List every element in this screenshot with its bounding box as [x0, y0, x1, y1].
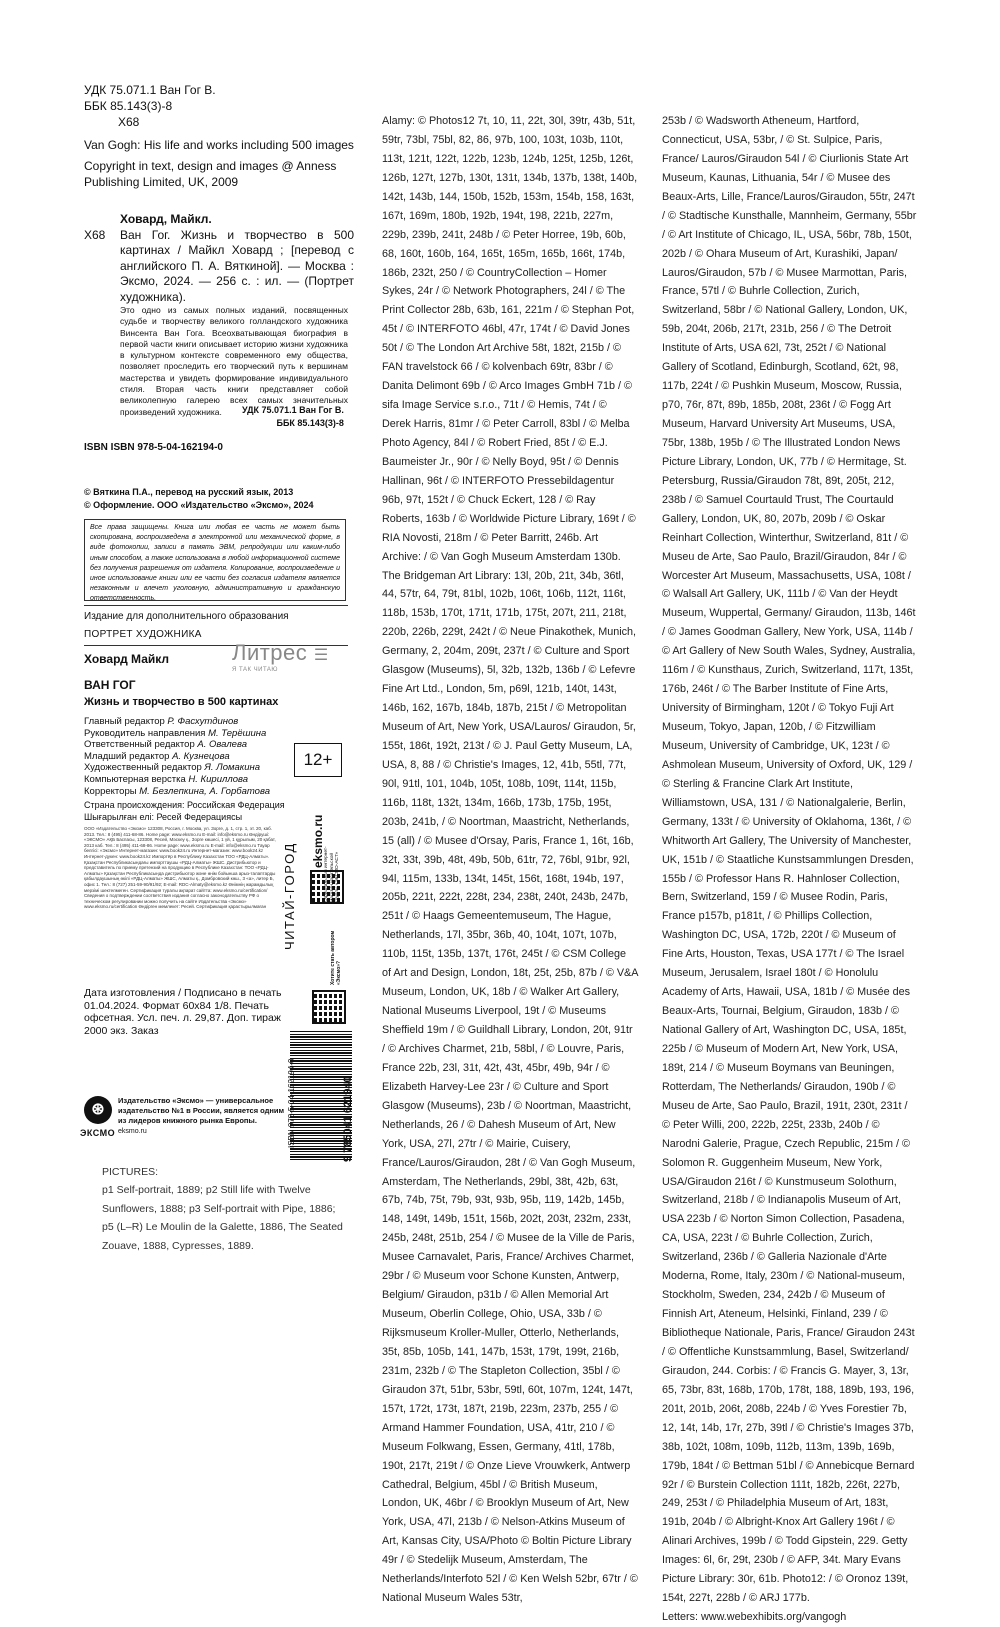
staff-role: Главный редактор [84, 716, 168, 727]
record-code: Х68 [84, 228, 106, 242]
eksmo-brand: ЭКСМО [80, 1128, 116, 1138]
english-copyright: Copyright in text, design and images @ Anness Publishing Limited, UK, 2009 [84, 158, 337, 189]
origin-block [84, 799, 285, 823]
udk-block [84, 82, 324, 130]
credits-column-middle: Alamy: © Photos12 7t, 10, 11, 22t, 30l, 39tr, 43b, 51t, 59tr, 73bl, 75bl, 82, 86, 97b, 100, 103t, 103b, 110t, 113t, 121t, 122t, 122b, 123b, 124b, 125t, 125b, 126t, 126b, 127t, 127b, 130t, 131t, 134b, 137b, 138t, 140b, 142t, 143b, 144, 150b, 152b, 153m, 154b, 158, 163t, 167t, 169m, 180b, 192b, 194t, 198, 221b, 227m, 229b, 239b, 241t, 248b / © Peter Horree, 19b, 60b, 68, 160t, 160b, 164, 165t, 165m, 165b, 166t, 174b, 186b, 232t, 250 / © CountryCollection – Homer Sykes, 24r / © Network Photographers, 24l / © The Print Collector 28b, 63b, 161, 221m / © Stephan Pot, 45t / © INTERFOTO 46bl, 47r, 174t / © David Jones 50t / © The London Art Archive 58t, 182t, 215b / © FAN travelstock 66 / © kolvenbach 69tr, 83br / © Danita Delimont 69b / © Arco Images GmbH 71b / © sifa Image Service s.r.o., 71t / © Hemis, 74t / © Derek Harris, 81mr / © Peter Carroll, 83bl / © Melba Photo Agency, 84l / © Robert Fried, 85t / © E.J. Baumeister Jr., 90r / © Nelly Boyd, 95t / © Dennis Hallinan, 96t / © INTERFOTO Pressebildagentur 96b, 97t, 152t / © Chuck Eckert, 128 / © Ray Roberts, 163b / © Worldwide Picture Library, 169t / © RIA Novosti, 218m / © Peter Barritt, 246b. Art Archive: / © Van Gogh Museum Amsterdam 130b. The Bridgeman Art Library: 13l, 20b, 21t, 34b, 36tl, 44, 57tr, 64, 79t, 81bl, 102b, 106t, 106b, 112t, 116t, 118b, 153b, 170t, 171t, 171b, 175t, 207t, 211, 218t, 220b, 226b, 229t, 242t / © Neue Pinakothek, Munich, Germany, 2, 204m, 209t, 237t / © Culture and Sport Glasgow (Museums), 5l, 32b, 132b, 136b / © Lefevre Fine Art Ltd., London, 5m, p69l, 121b, 140t, 143t, 146b, 162, 167b, 184b, 187b, 215t / © Metropolitan Museum of Art, New York, USA/Lauros/ Giraudon, 5r, 155t, 186t, 192t, 213t / © J. Paul Getty Museum, LA, USA, 8, 88 / © Christie's Images, 12, 41b, 55tl, 77t, 90l, 91tl, 101, 104b, 105t, 108b, 109t, 114t, 115b, 116b, 118t, 132t, 134m, 166b, 173b, 175b, 195t, 203b, 241b, / © Noortman, Maastricht, Netherlands, 15 (all) / © Musee d'Orsay, Paris, France 1, 16t, 16b, 32t, 33t, 39b, 48t, 49b, 50b, 61tr, 72, 76bl, 91br, 92l, 94l, 115m, 133b, 134t, 145t, 156t, 168t, 194b, 197, 205b, 221t, 222t, 228t, 234, 238t, 240t, 243b, 247b, 251t / © Haags Gemeentemuseum, The Hague, Netherlands, 17l, 35br, 36b, 40, 104t, 107t, 107b, 110b, 115t, 135b, 137t, 176t, 245t / © CSM College of Art and Design, London, 18t, 25t, 25b, 87b / © V&A Museum, London, UK, 18b / © Walker Art Gallery, National Museums Liverpool, 19t / © Museums Sheffield 19m / © Guildhall Library, London, 20t, 91tr / © Archives Charmet, 21b, 58bl, / © Louvre, Paris, France 22b, 23l, 31t, 42t, 43t, 45br, 49b, 94r / © Elizabeth Harvey-Lee 23r / © Culture and Sport Glasgow (Museums), 23b / © Noortman, Maastricht, Netherlands, 26 / © Dahesh Museum of Art, New York, USA, 27l, 27tr / © Mairie, Cuisery, France/Lauros/Giraudon, 28t / © Van Gogh Museum, Amsterdam, The Netherlands, 29bl, 38t, 42b, 63t, 67b, 74b, 75t, 79b, 93t, 93b, 95b, 119, 142b, 145b, 148, 149t, 149b, 151t, 156b, 202t, 203t, 232m, 233t, 245b, 248t, 251b, 254 / © Musee de la Ville de Paris, Musee Carnavalet, Paris, France/ Archives Charmet, 29br / © Museum voor Schone Kunsten, Antwerp, Belgium/ Giraudon, p31b / © Allen Memorial Art Museum, Oberlin College, Ohio, USA, 33b / © Rijksmuseum Kroller-Muller, Otterlo, Netherlands, 35t, 85b, 105b, 141, 147b, 153t, 179t, 199t, 216b, 231m, 232b / © The Stapleton Collection, 35bl / © Giraudon 37t, 51br, 53br, 59tl, 60t, 107m, 124t, 147t, 157t, 172t, 173t, 187t, 219b, 223m, 237b, 255 / © Armand Hammer Foundation, USA, 41tr, 210 / © Museum Folkwang, Essen, Germany, 41tl, 178b, 190t, 217t, 219t / © Onze Lieve Vrouwkerk, Antwerp Cathedral, Belgium, 45bl / © British Museum, London, UK, 46br / © Brooklyn Museum of Art, New York, USA, 47l, 213b / © Nelson-Atkins Museum of Art, Kansas City, USA/Photo © Boltin Picture Library 49r / © Stedelijk Museum, Amsterdam, The Netherlands/Interfoto 52l / © Ken Welsh 52br, 67tr / © National Museum Wales 53tr, [382, 115, 638, 1605]
copyright-block [84, 486, 314, 512]
bbk-code: ББК 85.143(3)-8 [84, 99, 173, 113]
eksmo-site: eksmo.ru [118, 1128, 147, 1135]
litres-logo-text: Литрес [232, 640, 308, 665]
staff-row [84, 762, 324, 774]
staff-row [84, 786, 324, 798]
staff-role: Младший редактор [84, 750, 173, 762]
eksmo-slogan: Издательство «Эксмо» — универсальное издательство №1 в России, является одним из лидеров книжного рынка Европы. [118, 1096, 285, 1125]
staff-row [84, 751, 324, 763]
eksmo-logo-icon: ⊛ [84, 1096, 112, 1124]
record-description: Ван Гог. Жизнь и творчество в 500 картинах / Майкл Ховард ; [перевод с английского П. А. Вяткиной]. — Москва : Эксмо, 2024. — 256 с. : ил. — (Портрет художника). [120, 227, 354, 304]
imprint-title: ВАН ГОГ [84, 678, 136, 692]
annotation-udk: УДК 75.071.1 Ван Гог В. [242, 405, 344, 415]
annotation: Это одно из самых полных изданий, посвященных судьбе и творчеству великого голландского художника Винсента Ван Гога. Всеохватывающая биография в первой части книги описывает историю жизни художника в культурном контексте современного ему общества, позволяет проследить его творческий путь к вершинам мастерства и увидеть формирование индивидуального стиля. Вторая часть книги представляет собой великолепную галерею всех самых значительных произведений художника. [120, 305, 348, 417]
isbn: ISBN ISBN 978-5-04-162194-0 [84, 442, 223, 453]
pictures-credits: PICTURES: p1 Self-portrait, 1889; p2 Still life with Twelve Sunflowers, 1888; p3 Self-portrait with Pipe, 1886; p5 (L–R) Le Moulin de la Galette, 1886, The Seated Zouave, 1888, Cypresses, 1889. [102, 1166, 343, 1252]
publisher-small-print: ООО «Издательство «Эксмо» 123308, Россия, г. Москва, ул. Зорге, д. 1, стр. 1, эт. 20, каб. 2013. Тел.: 8 (495) 411-68-86. Home page: www.eksmo.ru E-mail: info@eksmo.ru Өндіруші: «ЭКСМО» АҚБ Баспасы, 123308, Ресей, Мәскеу қ., Зорге көшесі, 1 үй, 1 құрылым, 20 қабат, 2013 каб. Тел.: 8 (495) 411-68-86. Home page: www.eksmo.ru E-mail: info@eksmo.ru Тауар белгісі: «Эксмо» Интернет-магазин: www.book24.ru Интернет-магазин: www.book24.kz Интернет-дүкен: www.book24.kz Импортёр в Республику Казахстан ТОО «РДЦ-Алматы». Қазақстан Республикасындағы импорттаушы «РДЦ-Алматы» ЖШС. Дистрибьютор и представитель по приему претензий на продукцию в Республике Казахстан: ТОО «РДЦ-Алматы» Қазақстан Республикасында дистрибьютор және өнім бойынша арыз-талаптарды қабылдаушының өкілі «РДЦ-Алматы» ЖШС, Алматы қ., Домбровский көш., 3 «а», литер Б, офис 1. Тел.: 8 (727) 251-59-90/91/92; E-mail: RDC-Almaty@eksmo.kz Өнімнің жарамдылық мерзімі шектелмеген. Сертификация туралы ақпарат сайтта: www.eksmo.ru/certification/ Сведения о подтверждении соответствия издания согласно законодательству РФ о техническом регулировании можно получить на сайте Издательства «Эксмо» www.eksmo.ru/certification Өндірген мемлекет: Ресей. Сертификация қарастырылмаған [84, 826, 276, 910]
credits-column-right: 253b / © Wadsworth Atheneum, Hartford, Connecticut, USA, 53br, / © St. Sulpice, Paris, France/ Lauros/Giraudon 54l / © Ciurlionis State Art Museum, Kaunas, Lithuania, 54r / © Musee des Beaux-Arts, Lille, France/Lauros/Giraudon, 55tr, 247t / © Stadtische Kunsthalle, Mannheim, Germany, 55br / © Art Institute of Chicago, IL, USA, 56br, 78b, 150t, 202b / © Ohara Museum of Art, Kurashiki, Japan/ Lauros/Giraudon, 57b / © Musee Marmottan, Paris, France, 57tl / © Buhrle Collection, Zurich, Switzerland, 58br / © National Gallery, London, UK, 59b, 204t, 206b, 217t, 231b, 256 / © The Detroit Institute of Arts, USA 62l, 73t, 252t / © National Gallery of Scotland, Edinburgh, Scotland, 62t, 98, 117b, 224t / © Pushkin Museum, Moscow, Russia, p70, 76r, 87t, 89b, 185b, 208t, 236t / © Fogg Art Museum, Harvard University Art Museums, USA, 75br, 138b, 195b / © The Illustrated London News Picture Library, London, UK, 77b / © Hermitage, St. Petersburg, Russia/Giraudon 78t, 89t, 205t, 212, 238b / © Samuel Courtauld Trust, The Courtauld Gallery, London, UK, 80, 207b, 209b / © Oskar Reinhart Collection, Winterthur, Switzerland, 81t / © Museu de Arte, Sao Paulo, Brazil/Giraudon, 84r / © Worcester Art Museum, Massachusetts, USA, 108t / © Walsall Art Gallery, UK, 111b / © Van der Heydt Museum, Wuppertal, Germany/ Giraudon, 113b, 146t / © James Goodman Gallery, New York, USA, 114b / © Art Gallery of New South Wales, Sydney, Australia, 116m / © Kunsthaus, Zurich, Switzerland, 117t, 135t, 176b, 246t / © The Barber Institute of Fine Arts, University of Birmingham, 120t / © Tokyo Fuji Art Museum, Tokyo, Japan, 120b, / © Fitzwilliam Museum, University of Cambridge, UK, 123t / © Ashmolean Museum, University of Oxford, UK, 129 / © Sterling & Francine Clark Art Institute, Williamstown, USA, 131 / © Nationalgalerie, Berlin, Germany, 133t / © University of Oklahoma, 136t, / © Whitworth Art Gallery, The University of Manchester, UK, 151b / © Staatliche Kunstsammlungen Dresden, 155b / © Professor Hans R. Hahnloser Collection, Bern, Switzerland, 159 / © Musee Rodin, Paris, France p157b, p181t, / © Phillips Collection, Washington DC, USA, 172b, 220t / © Museum of Fine Arts, Houston, Texas, USA 177t / © The Israel Museum, Jerusalem, Israel 180t / © Honolulu Academy of Arts, Hawaii, USA, 181b / © Musée des Beaux-Arts, Tournai, Belgium, Giraudon, 183b / © National Gallery of Art, Washington DC, USA, 185t, 225b / © Museum of Modern Art, New York, USA, 189t, 214 / © Museum Boymans van Beuningen, Rotterdam, The Netherlands/ Giraudon, 190b / © Museu de Arte, Sao Paulo, Brazil, 191t, 230t, 231t / © Peter Willi, 200, 222b, 225t, 233b, 240b / © Narodni Galerie, Prague, Czech Republic, 215m / © Solomon R. Guggenheim Museum, New York, USA/Giraudon 216t / © Kunstmuseum Solothurn, Switzerland, 218b / © Indianapolis Museum of Art, USA 223b / © Norton Simon Collection, Pasadena, CA, USA, 223t / © Buhrle Collection, Zurich, Switzerland, 236b / © Galleria Nazionale d'Arte Moderna, Rome, Italy, 230m / © National-museum, Stockholm, Sweden, 234, 242b / © Museum of Finnish Art, Ateneum, Helsinki, Finland, 239 / © Bibliotheque Nationale, Paris, France/ Giraudon 243t / © Offentliche Kunstsammlung, Basel, Switzerland/ Giraudon, 244. Corbis: / © Francis G. Mayer, 3, 13r, 65, 73br, 83t, 168b, 170b, 178t, 188, 189b, 193, 196, 201t, 201b, 206t, 208b, 224b / © Yves Forestier 7b, 12, 14t, 14b, 17r, 27b, 39tl / © Christie's Images 37b, 38b, 102t, 108m, 109b, 112b, 113m, 139b, 169b, 179b, 184t / © Bettman 51bl / © Annebicque Bernard 92r / © Burstein Collection 111t, 182b, 226t, 227b, 249, 253t / © Philadelphia Museum of Art, 183t, 191b, 204b / © Albright-Knox Art Gallery 196t / © Alinari Archives, 199b / © Todd Gipstein, 229. Getty Images: 6l, 6r, 29t, 230b / © AFP, 34t. Mary Evans Picture Library: 30r, 61b. Photo12: / © Oronoz 139t, 154t, 227t, 228b / © ARJ 177b. Letters: www.webexhibits.org/vangogh [662, 115, 917, 1624]
qr-caption-1 [324, 842, 341, 902]
staff-name: М. Безлепкина, А. Горбатова [139, 785, 270, 797]
annotation-codes [242, 404, 344, 430]
staff-row [84, 716, 324, 728]
record-author: Ховард, Майкл. [120, 212, 212, 226]
staff-role: Корректоры [84, 785, 140, 797]
staff-role: Художественный редактор [84, 762, 205, 774]
english-info [84, 137, 354, 195]
staff-name: М. Терёшина [208, 727, 267, 739]
staff-role: Руководитель направления [84, 727, 209, 739]
copyright-translation: © Вяткина П.А., перевод на русский язык, 2013 [84, 487, 294, 497]
age-rating-badge: 12+ [294, 743, 342, 777]
rights-notice: Все права защищены. Книга или любая ее часть не может быть скопирована, воспроизведена в электронной или механической форме, в виде фотокопии, записи в память ЭВМ, репродукции или каким-либо иным способом, а также использована в любой информационной системе без получения разрешения от издателя. Копирование, воспроизведение и иное использование книги или ее части без согласия издателя является незаконным и влечет уголовную, административную и гражданскую ответственность. [84, 519, 346, 601]
litres-logo [232, 640, 329, 666]
barcode-number-text: 9 785041 621940 [342, 1076, 354, 1162]
staff-row [84, 774, 324, 786]
staff-role: Компьютерная верстка [84, 773, 189, 785]
staff-name: Н. Кириллова [188, 773, 249, 785]
staff-name: Р. Фасхутдинов [167, 716, 239, 727]
udk-code: УДК 75.071.1 Ван Гог В. [84, 83, 216, 97]
print-info: Дата изготовления / Подписано в печать 01.04.2024. Формат 60x84 1/8. Печать офсетная. Усл. печ. л. 29,87. Доп. тираж 2000 экз. Заказ [84, 987, 282, 1037]
copyright-design: © Оформление. ООО «Издательство «Эксмо», 2024 [84, 500, 314, 510]
origin-country: Страна происхождения: Российская Федерация [84, 800, 285, 810]
origin-country-kz: Шығарылған елі: Ресей Федерациясы [84, 812, 243, 822]
staff-name: Я. Ломакина [204, 762, 261, 774]
staff-row [84, 739, 324, 751]
eksmo-site-text: eksmo.ru [311, 814, 325, 868]
eksmo-site-vertical [311, 815, 325, 868]
qr-caption-1-text: Официальный интернет-магазин издательской группы «ЭКСМО-АСТ» [324, 846, 340, 902]
barcode-isbn-text: ISBN 978-5-04-162194-0 [287, 1058, 296, 1148]
barcode-isbn [287, 1059, 296, 1148]
staff-name: А. Кузнецова [172, 750, 230, 762]
series-name: ПОРТРЕТ ХУДОЖНИКА [84, 629, 202, 640]
litres-menu-icon: ☰ [313, 647, 329, 664]
staff-row [84, 728, 324, 740]
litres-tagline: Я ТАК ЧИТАЮ [232, 667, 278, 673]
bibliographic-record [84, 212, 354, 305]
annotation-bbk: ББК 85.143(3)-8 [276, 418, 344, 428]
chitai-gorod-text: ЧИТАЙ-ГОРОД [282, 842, 297, 950]
qr-code-icon [312, 990, 346, 1024]
staff-name: А. Овалева [197, 739, 247, 751]
qr-caption-2-text: Хотите стать автором «Эксмо»? [330, 930, 342, 985]
divider [84, 605, 348, 606]
imprint-author: Ховард Майкл [84, 652, 170, 666]
english-title: Van Gogh: His life and works including 500 images [84, 138, 354, 152]
barcode-number [342, 1076, 354, 1162]
staff-role: Ответственный редактор [84, 739, 198, 751]
edition-type: Издание для дополнительного образования [84, 611, 289, 622]
chitai-gorod-logo [282, 842, 297, 950]
qr-caption-2 [330, 925, 342, 985]
staff-list [84, 716, 324, 797]
author-mark: Х68 [118, 115, 140, 129]
imprint-subtitle: Жизнь и творчество в 500 картинах [84, 696, 279, 708]
